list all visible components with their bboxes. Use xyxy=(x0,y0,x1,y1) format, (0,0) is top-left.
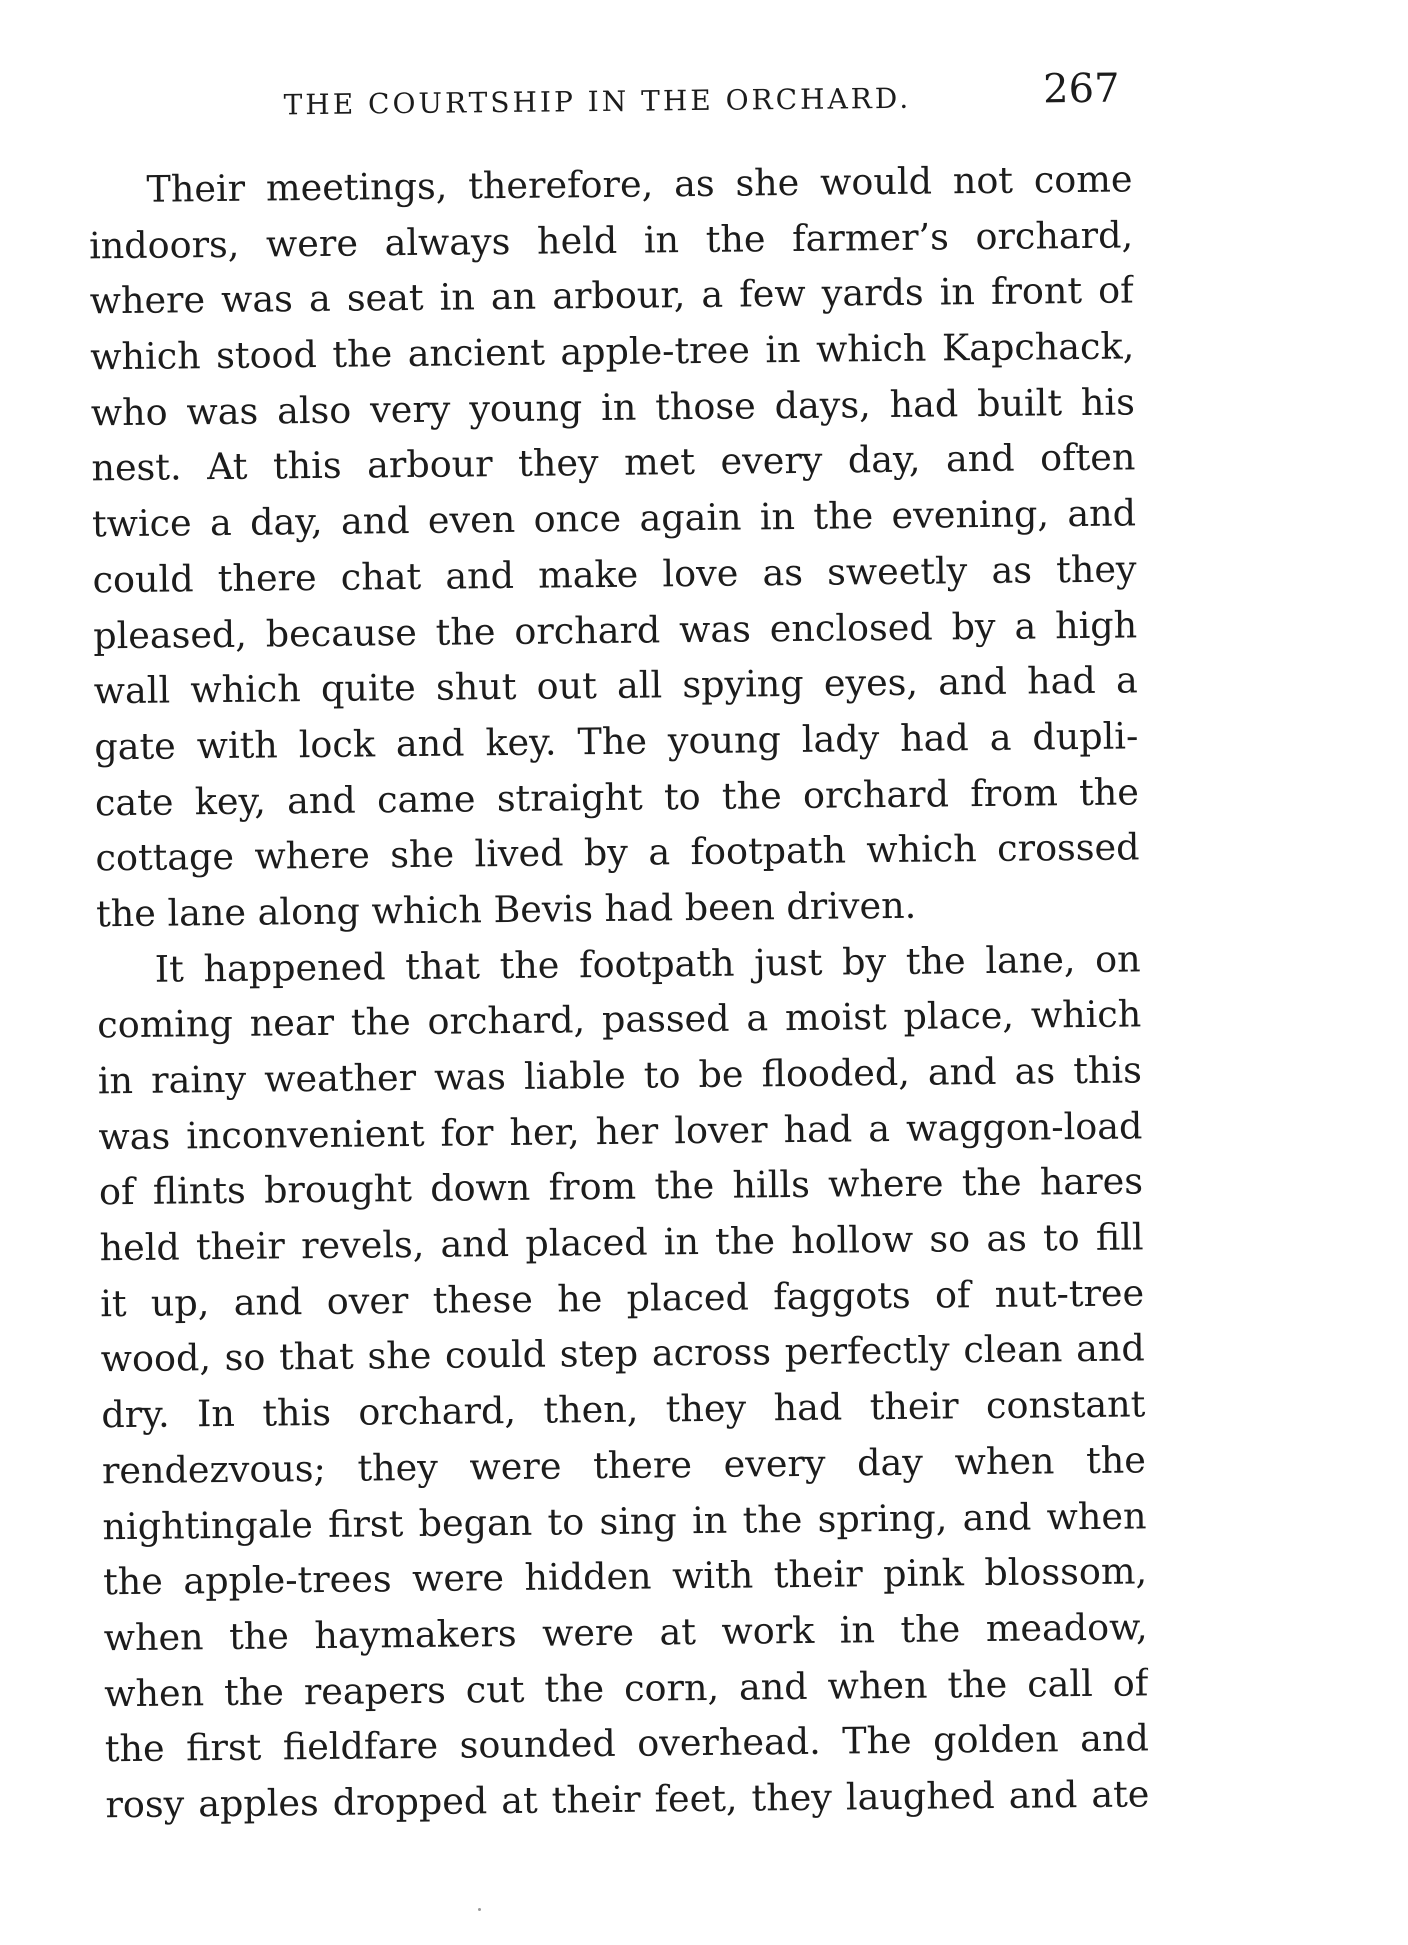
text-line: where was a seat in an arbour, a few yards in front of xyxy=(89,268,1134,323)
text-line: of flints brought down from the hills where the hares xyxy=(98,1159,1144,1214)
running-title: THE COURTSHIP IN THE ORCHARD. xyxy=(283,81,912,122)
text-line: Their meetings, therefore, as she would not come xyxy=(146,157,1133,211)
text-line: nightingale first began to sing in the spring, and when xyxy=(102,1493,1147,1548)
text-line: when the reapers cut the corn, and when the call of xyxy=(104,1660,1149,1715)
text-line: indoors, were always held in the farmer’s orchard, xyxy=(88,213,1134,268)
text-line: the apple-trees were hidden with their pink blossom, xyxy=(102,1549,1148,1604)
text-line: held their revels, and placed in the hollow so as to fill xyxy=(99,1215,1144,1270)
text-line: the first fieldfare sounded overhead. The golden and xyxy=(104,1716,1150,1771)
text-line: gate with lock and key. The young lady had a dupli- xyxy=(94,714,1139,769)
text-line: cate key, and came straight to the orchard from the xyxy=(94,769,1140,824)
text-line: it up, and over these he placed faggots of nut-tree xyxy=(99,1271,1145,1326)
text-line: nest. At this arbour they met every day, and often xyxy=(91,435,1136,490)
text-line: which stood the ancient apple-tree in which Kapchack, xyxy=(90,324,1135,379)
text-line: rendezvous; they were there every day when the xyxy=(101,1438,1147,1493)
text-line: pleased, because the orchard was enclosed by a high xyxy=(92,602,1138,657)
text-line: wood, so that she could step across perfectly clean and xyxy=(100,1326,1145,1381)
running-head xyxy=(87,65,1128,136)
text-line: coming near the orchard, passed a moist place, which xyxy=(97,992,1142,1047)
text-line: cottage where she lived by a footpath which crossed xyxy=(95,825,1140,880)
text-line: when the haymakers were at work in the meadow, xyxy=(103,1605,1148,1660)
text-line: twice a day, and even once again in the evening, and xyxy=(91,491,1137,546)
text-line: in rainy weather was liable to be flooded, and as this xyxy=(97,1048,1143,1103)
text-line: could there chat and make love as sweetly as they xyxy=(92,547,1137,602)
page-number: 267 xyxy=(1042,65,1120,113)
paragraph-1 xyxy=(88,151,1140,942)
paper-speck xyxy=(478,1908,481,1911)
text-line: was inconvenient for her, her lover had a waggon-load xyxy=(98,1104,1143,1158)
text-line: the lane along which Bevis had been driven. xyxy=(95,883,917,936)
text-line: dry. In this orchard, then, they had their constant xyxy=(101,1382,1146,1437)
body-text xyxy=(88,151,1149,1832)
text-line: who was also very young in those days, had built his xyxy=(90,380,1136,435)
text-line: It happened that the footpath just by the lane, on xyxy=(154,937,1141,991)
text-line: wall which quite shut out all spying eyes, and had a xyxy=(93,658,1138,713)
paragraph-2 xyxy=(96,931,1149,1833)
text-line: rosy apples dropped at their feet, they laughed and ate xyxy=(105,1772,1150,1827)
